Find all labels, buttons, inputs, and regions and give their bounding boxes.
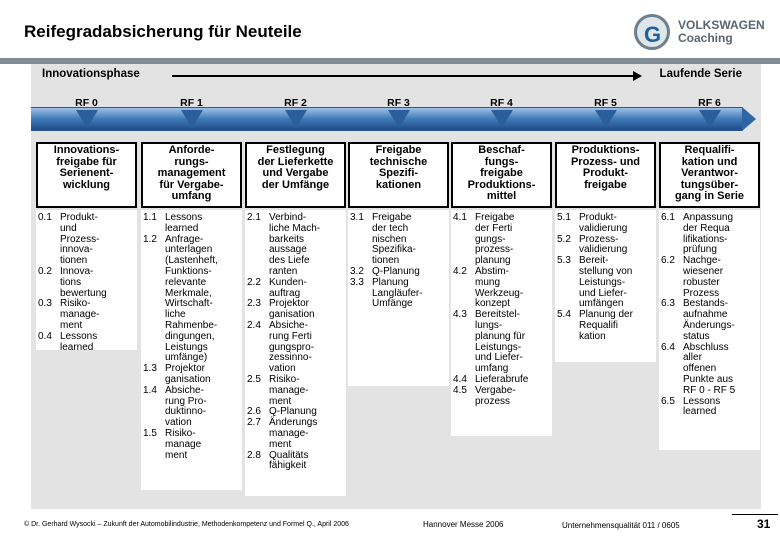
item-text-line: Änderungs (269, 417, 318, 429)
item-text-line: aller (683, 352, 702, 364)
item-text-line: Lessons (60, 330, 98, 342)
phase-column-heading (141, 142, 242, 208)
phase-column-body (659, 210, 760, 450)
item-number: 2.3 (247, 298, 261, 310)
item-number: 3.3 (350, 276, 364, 288)
milestone-marker-icon (491, 110, 513, 128)
phase-column-heading (245, 142, 346, 208)
item-text-line: ment (269, 395, 292, 407)
item-text-line: Werkzeug- (475, 287, 524, 299)
item-number: 6.4 (661, 341, 675, 353)
phase-column-body (451, 210, 552, 436)
logo-letter: G (644, 22, 662, 47)
item-text-line: der Requa (683, 222, 730, 234)
item-number: 1.2 (143, 233, 157, 245)
item-text-line: und Liefer- (475, 352, 523, 364)
item-number: 4.3 (453, 309, 467, 321)
item-text (269, 278, 344, 300)
item-text-line: Q-Planung (372, 265, 420, 277)
item-number: 5.2 (557, 233, 571, 245)
item-text-line: stellung von (579, 265, 633, 277)
list-item (557, 213, 654, 235)
phase-column-body (36, 210, 137, 353)
item-text-line: aufnahme (683, 309, 728, 321)
item-number: 2.2 (247, 276, 261, 288)
item-text-line: Risiko- (165, 427, 196, 439)
item-text-line: Kunden- (269, 276, 307, 288)
heading-line: Serienent- (59, 167, 114, 179)
phase-column-heading (659, 142, 760, 208)
phase-column-heading (36, 142, 137, 208)
item-text-line: auftrag (269, 287, 301, 299)
list-item (661, 397, 758, 419)
list-item (38, 299, 135, 331)
item-text-line: Bereit- (579, 255, 609, 267)
heading-line: der Umfänge (261, 178, 330, 191)
list-item (38, 213, 135, 267)
milestone-label: RF 4 (490, 97, 513, 109)
item-text (165, 429, 240, 461)
item-text-line: (Lastenheft, (165, 255, 218, 267)
list-item (247, 418, 344, 450)
item-number: 1.4 (143, 384, 157, 396)
item-number: 2.6 (247, 406, 261, 418)
item-text (165, 213, 240, 235)
item-text-line: tionen (60, 255, 88, 267)
item-number: 2.4 (247, 319, 261, 331)
list-item (453, 213, 550, 267)
milestone-marker-icon (76, 110, 98, 128)
milestone-label: RF 2 (284, 97, 307, 109)
list-item (661, 213, 758, 256)
heading-line: kation und (681, 155, 738, 168)
item-number: 1.1 (143, 212, 157, 223)
heading-line: rungs- (174, 155, 209, 168)
item-text (269, 213, 344, 278)
phase-column-heading (555, 142, 656, 208)
item-number: 1.5 (143, 427, 157, 439)
item-text-line: lifikations- (683, 233, 728, 245)
item-text-line: rung Pro- (165, 395, 207, 407)
item-text (475, 213, 550, 267)
item-text (165, 364, 240, 386)
item-text-line: Rahmenbe- (165, 319, 218, 331)
heading-line: umfang (171, 190, 212, 202)
item-text-line: ganisation (165, 373, 211, 385)
item-text (579, 256, 654, 310)
item-text-line: Absiche- (269, 319, 308, 331)
milestone-label: RF 6 (698, 97, 721, 109)
item-text-line: Leistungs (165, 341, 208, 353)
list-item (557, 256, 654, 310)
item-text (60, 213, 135, 267)
item-number: 2.8 (247, 449, 261, 461)
item-text-line: bewertung (60, 287, 107, 299)
item-text-line: ranten (269, 265, 298, 277)
item-text-line: Planung der (579, 309, 633, 321)
heading-line: Produktions- (571, 144, 640, 156)
item-text-line: manage- (60, 309, 100, 321)
item-text-line: dingungen, (165, 330, 215, 342)
list-item (143, 429, 240, 461)
item-text (60, 299, 135, 331)
item-text-line: offenen (683, 363, 717, 375)
item-text-line: umfängen (579, 298, 624, 310)
heading-line: freigabe (480, 167, 523, 179)
item-number: 2.5 (247, 373, 261, 385)
item-text (683, 213, 758, 256)
item-text-line: learned (60, 341, 94, 353)
logo-line-2: Coaching (678, 31, 733, 45)
item-text-line: Freigabe (475, 212, 515, 223)
item-text-line: Risiko- (60, 298, 91, 310)
item-text-line: liche (165, 309, 186, 321)
item-text-line: status (683, 330, 710, 342)
milestone-label: RF 5 (594, 97, 617, 109)
item-text (683, 343, 758, 397)
item-text-line: aussage (269, 244, 307, 256)
item-text-line: Produkt- (60, 212, 98, 223)
item-text-line: Leistungs- (475, 341, 522, 353)
item-text-line: wiesener (683, 265, 724, 277)
item-text-line: Änderungs- (683, 319, 735, 331)
list-item (557, 310, 654, 342)
item-text-line: Umfänge (372, 298, 413, 310)
item-number: 4.1 (453, 212, 467, 223)
phase-column-body (245, 210, 346, 496)
heading-line: der Lieferkette (257, 155, 334, 168)
heading-line: kationen (375, 178, 422, 191)
heading-line: gang in Serie (674, 190, 745, 202)
item-text-line: Lieferabrufe (475, 373, 529, 385)
list-item (143, 364, 240, 386)
heading-line: Produktions- (467, 178, 536, 191)
phase-column-heading (348, 142, 449, 208)
footer-line (732, 514, 778, 515)
item-text-line: vation (269, 363, 296, 375)
item-text-line: Abschluss (683, 341, 729, 353)
item-text-line: Spezifika- (372, 244, 416, 256)
item-text-line: tions (60, 276, 82, 288)
list-item (247, 451, 344, 473)
heading-line: und Vergabe (262, 167, 329, 179)
item-text-line: Risiko- (269, 373, 300, 385)
item-text (60, 267, 135, 299)
phase-timeline (42, 68, 742, 84)
item-text-line: fähigkeit (269, 460, 307, 472)
item-text-line: vation (165, 417, 192, 429)
item-number: 0.2 (38, 265, 52, 277)
item-text-line: Lessons (165, 212, 203, 223)
heading-line: wicklung (62, 178, 111, 191)
item-text (475, 310, 550, 375)
item-text-line: planung (475, 255, 511, 267)
item-text (269, 418, 344, 450)
item-text-line: Lessons (683, 395, 721, 407)
milestone-marker-icon (595, 110, 617, 128)
item-text-line: prozess (475, 395, 511, 407)
phase-column-body (141, 210, 242, 490)
item-number: 3.2 (350, 265, 364, 277)
item-text-line: Prozess- (60, 233, 100, 245)
heading-line: Beschaf- (478, 144, 525, 156)
logo-line-1: VOLKSWAGEN (678, 18, 765, 32)
item-text-line: prüfung (683, 244, 717, 256)
item-text-line: lungs- (475, 319, 503, 331)
page-title: Reifegradabsicherung für Neuteile (24, 22, 302, 41)
item-text-line: Merkmale, (165, 287, 212, 299)
item-text (579, 213, 654, 235)
item-text-line: Nachge- (683, 255, 721, 267)
item-text (683, 256, 758, 299)
milestone-marker-icon (388, 110, 410, 128)
item-text-line: gungspro- (269, 341, 315, 353)
item-text-line: Planung (372, 276, 409, 288)
item-number: 1.3 (143, 363, 157, 375)
item-text-line: unterlagen (165, 244, 213, 256)
item-text-line: der Ferti (475, 222, 513, 234)
heading-line: Prozess- und (570, 155, 641, 168)
item-number: 6.1 (661, 212, 675, 223)
item-text-line: Bereitstel- (475, 309, 521, 321)
item-text (165, 235, 240, 365)
list-item (453, 267, 550, 310)
heading-line: mittel (486, 190, 517, 202)
list-item (661, 256, 758, 299)
item-text-line: Funktions- (165, 265, 212, 277)
item-number: 4.4 (453, 373, 467, 385)
milestone-marker-icon (285, 110, 307, 128)
footer-copyright: © Dr. Gerhard Wysocki – Zukunft der Automobilindustrie, Methodenkompetenz und Formel Q., April 2006 (24, 521, 349, 528)
item-number: 5.3 (557, 255, 571, 267)
milestone-bar-arrow-icon (742, 107, 756, 131)
list-item (661, 299, 758, 342)
item-text-line: ment (269, 438, 292, 450)
item-text (60, 332, 135, 354)
heading-line: management (157, 167, 226, 179)
footer-event: Hannover Messe 2006 (423, 520, 504, 529)
heading-line: Freigabe (375, 144, 422, 156)
milestone-label: RF 0 (75, 97, 98, 109)
item-text-line: Verbind- (269, 212, 307, 223)
heading-line: Anforde- (168, 144, 215, 156)
item-text-line: Projektor (165, 363, 206, 375)
item-text-line: Wirtschaft- (165, 298, 213, 310)
item-text (165, 386, 240, 429)
heading-line: Innovations- (53, 144, 120, 156)
item-text-line: Anpassung (683, 212, 734, 223)
phase-column-body (555, 210, 656, 362)
page-number: 31 (757, 517, 771, 531)
item-text-line: manage- (269, 384, 309, 396)
item-text-line: Prozess (683, 287, 720, 299)
item-text-line: Abstim- (475, 265, 509, 277)
item-text-line: gungs- (475, 233, 506, 245)
item-text-line: Punkte aus (683, 373, 734, 385)
item-text-line: der tech (372, 222, 409, 234)
item-text-line: Projektor (269, 298, 310, 310)
item-text-line: prozess- (475, 244, 514, 256)
item-number: 4.5 (453, 384, 467, 396)
item-number: 0.1 (38, 212, 52, 223)
list-item (453, 386, 550, 408)
item-text-line: Prozess- (579, 233, 619, 245)
item-number: 4.2 (453, 265, 467, 277)
item-text-line: relevante (165, 276, 207, 288)
item-text-line: liche Mach- (269, 222, 321, 234)
item-text-line: validierung (579, 244, 628, 256)
item-text-line: rung Ferti (269, 330, 312, 342)
milestone-marker-icon (699, 110, 721, 128)
item-number: 2.7 (247, 417, 261, 429)
phase-column-body (348, 210, 449, 386)
phase-end-label: Laufende Serie (659, 68, 742, 80)
item-text (579, 310, 654, 342)
item-text-line: Langläufer- (372, 287, 423, 299)
item-number: 0.4 (38, 330, 52, 342)
item-text-line: Q-Planung (269, 406, 317, 418)
list-item (38, 332, 135, 354)
list-item (247, 278, 344, 300)
item-text (269, 451, 344, 473)
list-item (247, 299, 344, 321)
item-text (372, 213, 447, 267)
item-text-line: Innova- (60, 265, 94, 277)
item-text-line: umfang (475, 363, 509, 375)
item-text-line: und Liefer- (579, 287, 627, 299)
heading-line: Verantwor- (681, 167, 738, 179)
heading-line: freigabe (584, 178, 627, 191)
volkswagen-coaching-logo (634, 14, 774, 54)
heading-line: Festlegung (266, 144, 325, 156)
item-number: 5.4 (557, 309, 571, 321)
item-text-line: umfänge) (165, 352, 208, 364)
item-number: 6.2 (661, 255, 675, 267)
item-text (269, 321, 344, 375)
item-text-line: barkeits (269, 233, 305, 245)
list-item (143, 386, 240, 429)
list-item (143, 213, 240, 235)
item-text (683, 397, 758, 419)
item-text-line: Vergabe- (475, 384, 516, 396)
item-text (475, 267, 550, 310)
item-number: 6.3 (661, 298, 675, 310)
heading-line: Spezifi- (378, 167, 419, 179)
list-item (247, 375, 344, 407)
item-text-line: Leistungs- (579, 276, 626, 288)
item-text-line: Requalifi (579, 319, 618, 331)
item-text-line: und (60, 222, 77, 234)
heading-line: Produkt- (582, 167, 629, 179)
item-text-line: ment (165, 449, 188, 461)
item-number: 6.5 (661, 395, 675, 407)
item-text-line: des Liefe (269, 255, 310, 267)
heading-line: für Vergabe- (159, 178, 224, 191)
milestone-label: RF 3 (387, 97, 410, 109)
item-text-line: konzept (475, 298, 511, 310)
phase-column-heading (451, 142, 552, 208)
item-text (579, 235, 654, 257)
item-text-line: RF 0 - RF 5 (683, 384, 736, 396)
item-text (683, 299, 758, 342)
item-text-line: Freigabe (372, 212, 412, 223)
heading-line: tungsüber- (680, 178, 739, 191)
item-text-line: zessinno- (269, 352, 312, 364)
item-number: 0.3 (38, 298, 52, 310)
item-text-line: kation (579, 330, 606, 342)
item-text-line: Produkt- (579, 212, 617, 223)
item-text-line: learned (165, 222, 199, 234)
item-text-line: ganisation (269, 309, 315, 321)
milestone-label: RF 1 (180, 97, 203, 109)
item-text-line: mung (475, 276, 501, 288)
item-text (475, 386, 550, 408)
item-number: 3.1 (350, 212, 364, 223)
item-number: 2.1 (247, 212, 261, 223)
list-item (247, 321, 344, 375)
list-item (143, 235, 240, 365)
footer-topic: Unternehmensqualität 011 / 0605 (562, 521, 680, 530)
phase-arrow (172, 75, 634, 77)
list-item (350, 213, 447, 267)
logo-emblem-icon (634, 14, 670, 50)
item-text-line: tionen (372, 255, 400, 267)
list-item (247, 213, 344, 278)
item-text-line: learned (683, 406, 717, 418)
item-text-line: innova- (60, 244, 93, 256)
item-text-line: validierung (579, 222, 628, 234)
item-text-line: Qualitäts (269, 449, 309, 461)
item-text-line: duktinno- (165, 406, 207, 418)
item-text-line: manage (165, 438, 202, 450)
heading-line: technische (369, 155, 428, 168)
item-text-line: Anfrage- (165, 233, 204, 245)
item-text (269, 299, 344, 321)
phase-start-label: Innovationsphase (42, 68, 140, 80)
item-text (269, 375, 344, 407)
item-number: 5.1 (557, 212, 571, 223)
list-item (38, 267, 135, 299)
item-text-line: Absiche- (165, 384, 204, 396)
milestone-marker-icon (181, 110, 203, 128)
item-text (372, 278, 447, 310)
item-text-line: manage- (269, 427, 309, 439)
heading-line: fungs- (484, 155, 519, 168)
item-text-line: ment (60, 319, 83, 331)
item-text-line: Bestands- (683, 298, 729, 310)
item-text-line: robuster (683, 276, 720, 288)
list-item (453, 310, 550, 375)
list-item (350, 278, 447, 310)
heading-line: Requalifi- (684, 144, 735, 156)
item-text-line: nischen (372, 233, 407, 245)
list-item (557, 235, 654, 257)
list-item (661, 343, 758, 397)
item-text-line: planung für (475, 330, 526, 342)
heading-line: freigabe für (56, 155, 117, 168)
